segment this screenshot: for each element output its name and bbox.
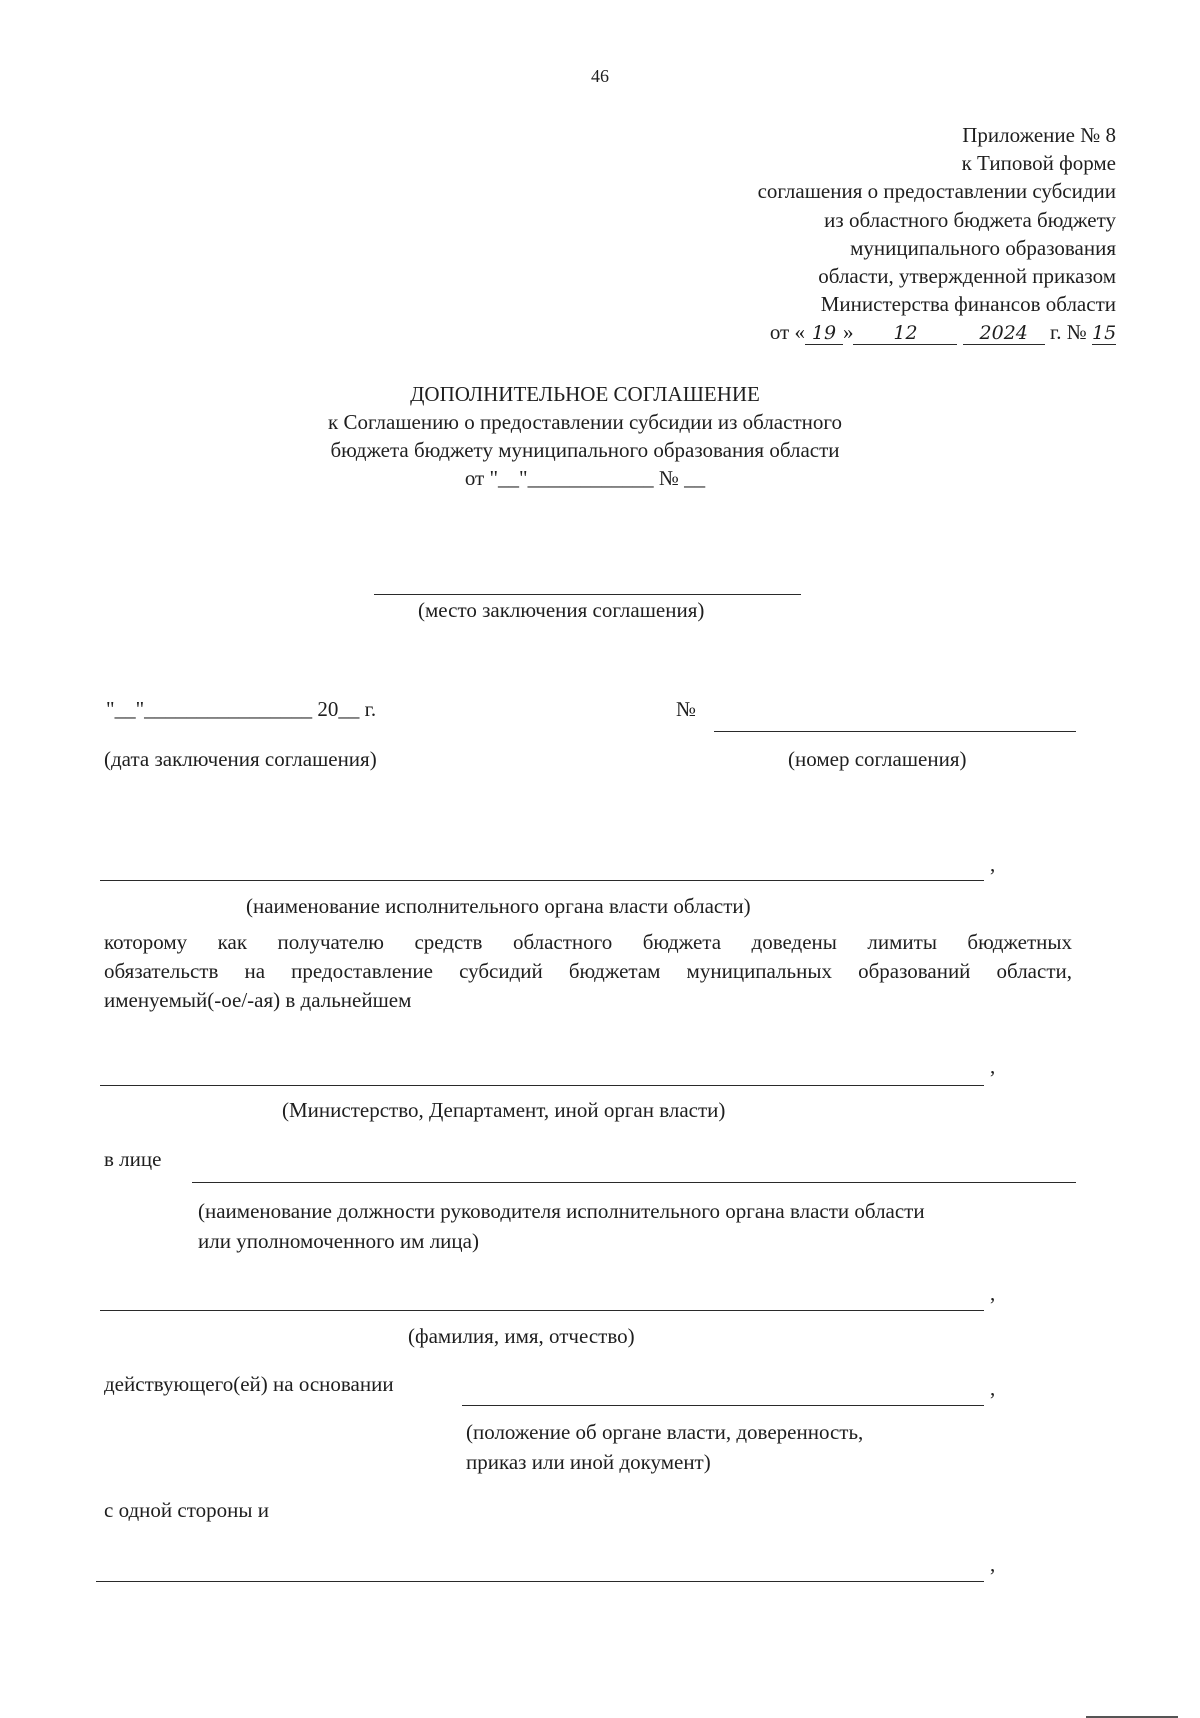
year-suffix: г. № (1049, 320, 1087, 345)
appendix-block (758, 121, 1116, 347)
page-number: 46 (591, 66, 609, 86)
date-caption: (дата заключения соглашения) (104, 747, 377, 771)
fio-caption: (фамилия, имя, отчество) (408, 1324, 635, 1348)
date-prefix: от « (769, 320, 805, 345)
comma: , (990, 1376, 996, 1400)
second-party-blank-line (96, 1581, 984, 1582)
in-person-label: в лице (104, 1147, 162, 1171)
agreement-subtitle-line: к Соглашению о предоставлении субсидии из областного (328, 410, 842, 434)
fio-blank-line (100, 1310, 984, 1311)
appendix-line: из областного бюджета бюджету (824, 207, 1116, 232)
agreement-date-number-line: от "__"____________ № __ (464, 466, 706, 490)
appendix-line: области, утвержденной приказом (818, 264, 1116, 289)
place-blank-line (374, 594, 801, 595)
ministry-blank-line (100, 1085, 984, 1086)
date-quote: » (842, 320, 854, 345)
appendix-line: к Типовой форме (961, 151, 1116, 176)
recipient-paragraph (104, 928, 1072, 1015)
number-sign: № (676, 697, 697, 721)
position-caption-line: (наименование должности руководителя исполнительного органа власти области (198, 1199, 925, 1223)
appendix-line: Приложение № 8 (962, 123, 1116, 147)
one-side-label: с одной стороны и (104, 1498, 269, 1522)
basis-blank-line (462, 1405, 984, 1406)
position-blank-line (192, 1182, 1076, 1183)
acting-basis-label: действующего(ей) на основании (104, 1372, 394, 1396)
comma: , (990, 1281, 996, 1305)
basis-caption-line: (положение об органе власти, доверенность, (466, 1420, 864, 1444)
date-blank: "__"________________ 20__ г. (106, 697, 377, 721)
paragraph-line: которому как получателю средств областного бюджета доведены лимиты бюджетных (104, 930, 1072, 954)
handwritten-month: 12 (853, 322, 957, 345)
paragraph-line: именуемый(-ое/-ая) в дальнейшем (104, 988, 412, 1012)
appendix-line: муниципального образования (850, 235, 1116, 260)
appendix-line: соглашения о предоставлении субсидии (757, 179, 1116, 204)
agreement-title-block (0, 380, 1170, 492)
ministry-caption: (Министерство, Департамент, иной орган власти) (282, 1098, 726, 1122)
executive-body-blank-line (100, 880, 984, 881)
paragraph-line: обязательств на предоставление субсидий бюджетам муниципальных образований области, (104, 959, 1072, 983)
handwritten-year: 2024 (963, 322, 1045, 345)
appendix-date-line (758, 318, 1116, 346)
handwritten-number: 15 (1092, 322, 1117, 345)
number-blank-line (714, 731, 1076, 732)
number-caption: (номер соглашения) (788, 747, 967, 771)
executive-body-caption: (наименование исполнительного органа власти области) (246, 894, 751, 918)
position-caption-line: или уполномоченного им лица) (198, 1229, 479, 1253)
handwritten-day: 19 (805, 322, 843, 345)
comma: , (990, 1552, 996, 1576)
comma: , (990, 1054, 996, 1078)
comma: , (990, 852, 996, 876)
agreement-subtitle-line: бюджета бюджету муниципального образования области (330, 438, 840, 462)
agreement-heading: ДОПОЛНИТЕЛЬНОЕ СОГЛАШЕНИЕ (410, 382, 760, 406)
basis-caption-line: приказ или иной документ) (466, 1450, 711, 1474)
place-caption: (место заключения соглашения) (418, 598, 705, 622)
appendix-line: Министерства финансов области (820, 292, 1116, 317)
